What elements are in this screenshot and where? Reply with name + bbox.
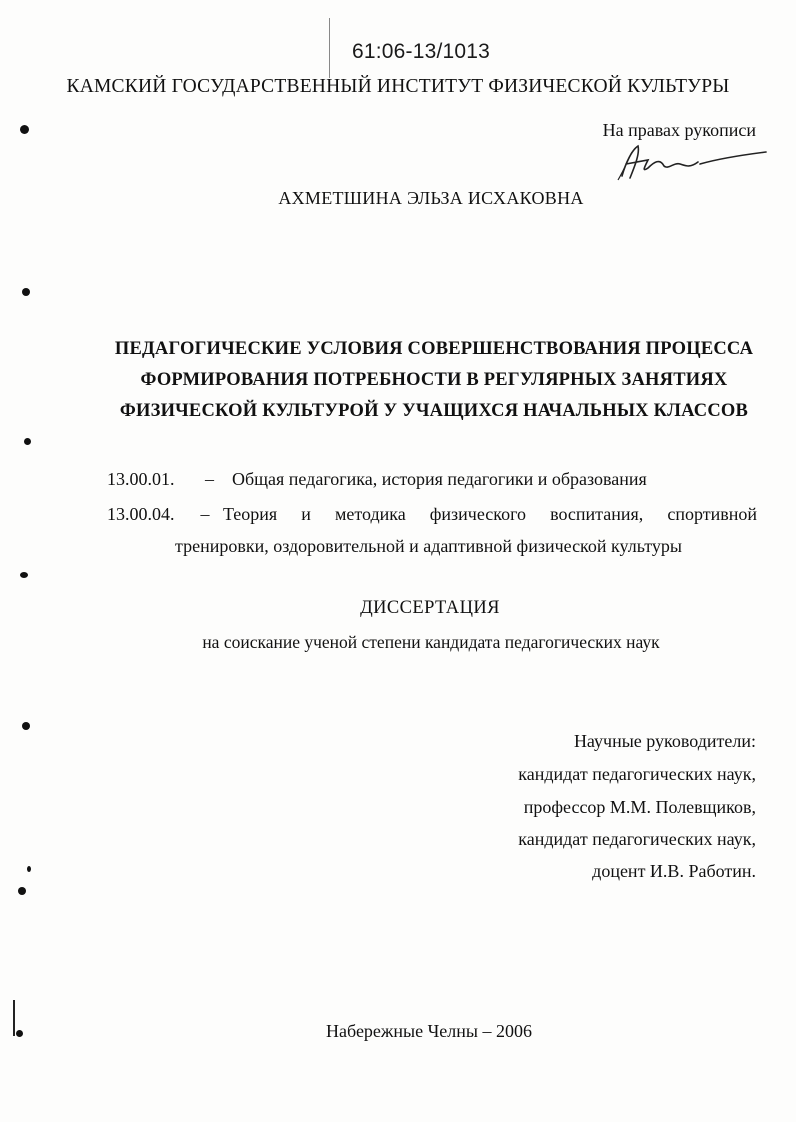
specialty-text: Общая педагогика, история педагогики и образования bbox=[232, 469, 647, 489]
rights-notice: На правах рукописи bbox=[602, 120, 756, 140]
specialty-item bbox=[107, 469, 647, 490]
punch-hole-mark bbox=[18, 887, 26, 895]
specialty-continuation: тренировки, оздоровительной и адаптивной физической культуры bbox=[175, 536, 682, 556]
supervisor-line: доцент И.В. Работин. bbox=[592, 861, 756, 881]
dissertation-title bbox=[60, 334, 796, 427]
punch-hole-mark bbox=[22, 722, 30, 730]
specialty-dash: – bbox=[200, 504, 210, 524]
specialty-code: 13.00.01. bbox=[107, 469, 175, 489]
institute-name: КАМСКИЙ ГОСУДАРСТВЕННЫЙ ИНСТИТУТ ФИЗИЧЕСКОЙ КУЛЬТУРЫ bbox=[66, 76, 730, 97]
specialty-code: 13.00.04. bbox=[107, 504, 175, 524]
specialty-dash: – bbox=[205, 469, 214, 489]
punch-hole-mark bbox=[16, 1030, 23, 1037]
document-type: ДИССЕРТАЦИЯ bbox=[360, 598, 500, 618]
punch-hole-mark bbox=[27, 866, 31, 872]
specialty-item bbox=[107, 504, 757, 525]
supervisor-line: профессор М.М. Полевщиков, bbox=[523, 797, 756, 817]
title-line: ПЕДАГОГИЧЕСКИЕ УСЛОВИЯ СОВЕРШЕНСТВОВАНИЯ ПРОЦЕССА bbox=[114, 339, 754, 359]
title-line: ФИЗИЧЕСКОЙ КУЛЬТУРОЙ У УЧАЩИХСЯ НАЧАЛЬНЫХ КЛАССОВ bbox=[119, 401, 749, 421]
punch-hole-mark bbox=[22, 288, 30, 296]
author-name: АХМЕТШИНА ЭЛЬЗА ИСХАКОВНА bbox=[278, 188, 584, 208]
place-year: Набережные Челны – 2006 bbox=[326, 1021, 532, 1041]
supervisor-line: кандидат педагогических наук, bbox=[518, 829, 756, 849]
punch-hole-mark bbox=[20, 125, 29, 134]
margin-scan-line bbox=[13, 1000, 15, 1036]
title-line: ФОРМИРОВАНИЯ ПОТРЕБНОСТИ В РЕГУЛЯРНЫХ ЗАНЯТИЯХ bbox=[140, 370, 728, 390]
scan-fold-line bbox=[329, 18, 330, 78]
specialty-text: Теория и методика физического воспитания, спортивной bbox=[223, 504, 757, 524]
signature bbox=[604, 140, 774, 185]
archive-stamp: 61:06-13/1013 bbox=[352, 40, 491, 63]
supervisor-line: кандидат педагогических наук, bbox=[518, 764, 756, 784]
punch-hole-mark bbox=[20, 572, 28, 578]
degree-line: на соискание ученой степени кандидата педагогических наук bbox=[202, 632, 660, 652]
punch-hole-mark bbox=[24, 438, 31, 445]
supervisors-heading: Научные руководители: bbox=[573, 731, 756, 751]
